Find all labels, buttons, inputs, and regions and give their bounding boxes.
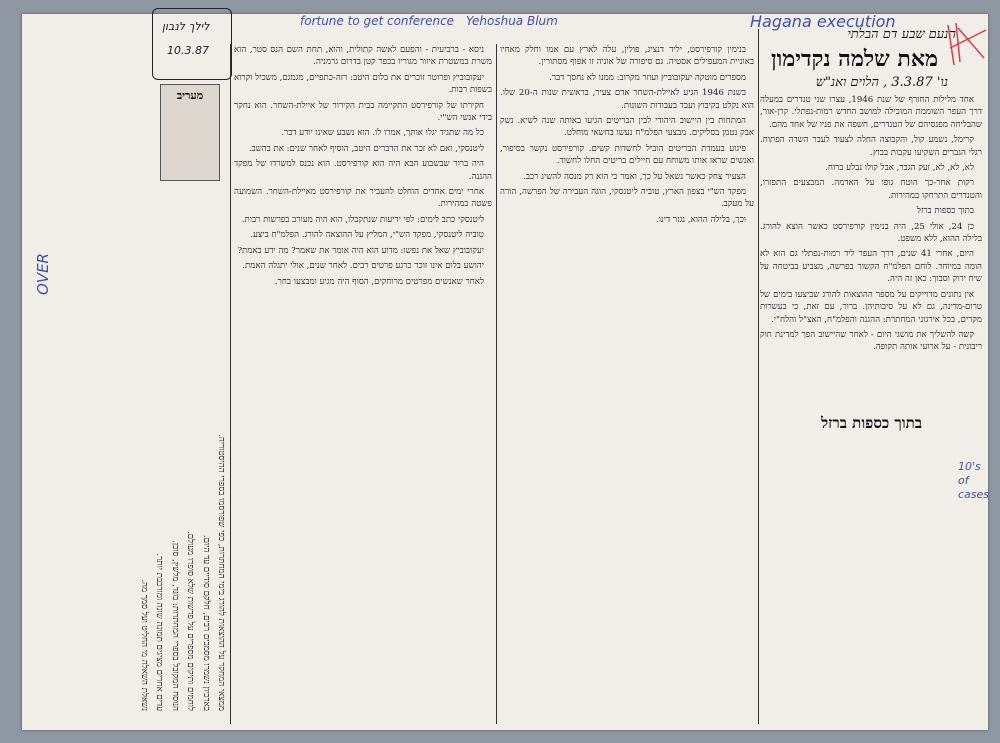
paragraph: חקירתו של קורפירסט התקיימה בבית הקירור של איילת-השחר. הוא נחקר בידי אנשי הש"י. [234,100,492,124]
paragraph: בשנת 1946 הגיע לאיילת-השחר אדם צעיר, בראשית שנות ה-20 שלו. הוא נקלט בקיבוץ ועבד בעבודות השונות. [500,88,754,111]
paragraph: קשה להשליך את מושגי היום - לאחר שהיישוב הפך למדינת חוק ריבונית - על ארועי אותה תקופה. [760,329,982,353]
paragraph: ליטנסקי כתב לימים: לפי ידיעות שנתקבלו, הוא היה מעורב בפרשות רבות. [241,214,484,225]
article-column-3 [234,44,492,724]
note-over: OVER [33,253,52,295]
paragraph: מפקד הש"י בצפון הארץ, טוביה ליטנסקי, הוגה העבירה של הפרשה, הורה על מעקב. [500,187,754,210]
paragraph: אחד מלילות החורף של שנת 1946, עצרו שני טנדרים במעלה דרך העפר השוממת המובילה למושב החדש רמות-נפתלי. קרן-אור, שהבליחה מפנסיהם של הטנדרים, חשפה את פניו של אחד מהם. [760,95,982,130]
paragraph: ליטנסקי, ואם לא זכר את הדברים היטב, הוסיף לאחר שנים: את בהשב. [248,143,484,154]
paragraph: בתוך כספות ברזל [916,206,974,217]
paragraph: ממצאי המחקר על ההוצאות להורג בימי המחתרות, כפי שפורסמו בספרי ההיסטוריה. [216,434,226,711]
paragraph: היה ברור שבשבוע הבא היה הוא קורפירסט. הוא נכנס למשרדו של מפקד ההגנה. [234,159,492,182]
paragraph: טוביה ליטנסקי, מפקד הש"י, המליץ על ההוצאה להורג. הפלמ"ח ביצע. [250,230,484,241]
paragraph: אחרי ימים אחדים הוחלט להעביר את קורפירסט מאיילת-השחר. השמועה פשטה במהירות. [234,187,492,210]
article-subheading: בתוך כספות ברזל [815,412,928,435]
paragraph: פיגוע בעמדת הבריטים הוביל לחשדות קשים. קורפירסט נקשר בסיפור, ואנשים שראו אותו משוחח עם חיילים בריטים החלו לחשוד. [500,143,754,167]
note-cases: 10's of cases [958,460,990,501]
column-divider [496,44,497,724]
note-name: Yehoshua Blum [466,14,558,28]
paragraph: וכך, בלילה ההוא, נגזר דינו. [656,214,746,225]
paragraph: רקות אחר-כך הוטח גופו על האדמה. המבצעים התפזרו, והטנדרים התרחקו במהירות. [760,178,982,201]
sidebar-title: מעריב [176,89,204,102]
paragraph: עדים אחרים מציגים תמונה שונה ומורכבת יותר. [154,553,165,711]
article-column-1 [760,94,982,724]
paragraph: אין נתונים מדוייקים על מספר ההוצאות להורג שביצעו בימים של טרום-מדינה, גם לא על סיבותיהן. ברור, עם זאת, כי בעשרות מקרים, בכל אירגוני המחתרת: ההגנה והפלמ"ח, האצ"ל והלח"י. [760,289,982,325]
hebrew-handwritten-note: הנעם שבע דם הבלתי [847,27,956,42]
paragraph: לאחר שאנשים מפרטים מרוחקים, הסוף היה מגיע ומבצעו בחר. [274,276,484,287]
paragraph: ניסא - ברביעית - והפעם לאשה קתולית, והוא, תחת השם הנס סטר, הוא משרת במשטרת איזור מגוריו בכפר קטן בדרום גרמניה. [234,45,492,68]
paragraph: יעקובוביץ שאל את נפשו: מדוע הוא היה אומר את שאמר? מה ידע באמת? [237,245,484,256]
hebrew-handwritten-date: נו' 3.3.87 , הלוים ואנ"ש [815,75,948,90]
note-execution: Hagana execution [750,12,896,31]
paragraph: היום, אחרי 41 שנים, דרך העפר ליד רמות-נפתלי גם הוא לא הומה במיוחד. לוחם הפלמ"ח הקשור בפרשה, מצביע בביטחה על שיח ירוק וסבוך: כאן זה היה. [760,249,982,285]
paragraph: יהושע בלום אינו זוכר כרגע פרטים רבים. לאחר שנים, אולי יתגלה האמת. [242,261,484,272]
paragraph: נשאלת השאלה מי החליט ועל סמך מה. [138,579,149,711]
column-divider [230,44,231,724]
article-column-2 [500,44,754,724]
article-headline: מאת שלמה נקדימון [770,46,938,72]
paragraph: מספרים מוטקה יעקובוביץ ועוזר מקרוב: ממנו לא נחסך דבר. [549,72,746,83]
paragraph: כן 24, אולי 25, היה בנימין קורפירסט כאשר הוצא להורג. בלילה ההוא, ללא משפט. [760,221,982,245]
rotated-column-section [52,189,227,719]
paragraph: בארכיון נשמרו מסמכים רבים, חלקם סודיים עד היום. [200,534,211,711]
paragraph: הנוסח המקובל בספרי המחתרות: בוגד, מלשין, סוכן. [169,540,180,711]
paragraph: לוחמים ותיקים מספרים על פרשות שלא סופרו מעולם. [185,530,196,711]
box-note: לילך לנבון [162,20,210,33]
note-conference: fortune to get conference [300,14,455,28]
paragraph: המתחות בין היישוב היהודי לבין הבריטים הגיעו באותה שנה לשיא. נשק אבק נטמן בסליקים. מבצעי הפלמ"ח נעשו בחשאי מוחלט. [500,116,754,139]
article-column-4 [52,189,227,719]
paragraph: לא, לא, לא, זעק הגבר, אבל קולו נבלע ברוח. [825,163,974,174]
paragraph: הצעיר צחק כאשר נשאל על כך, ואמר כי הוא רק מנסה להשיג רכב. [523,171,746,182]
newspaper-clipping [22,14,988,730]
column-divider [758,29,759,724]
paragraph: קרימל, נשמע קול, והקבוצה החלה לצעוד לעבר השדה הפתוח. רגלי הגברים השקיעו עקבות בבוץ. [760,135,982,158]
paragraph: יעקובוביץ ופרוטר זוכרים את בלום היטב: רזה-כתפיים, מגמגם, משכיל וקרוא בשפות רבות. [234,72,492,96]
paragraph: כל מה שתגיד יגלו אותך, אמרו לו. הוא נשבע שאינו יודע דבר. [281,128,484,139]
sidebar-box [160,84,220,181]
red-x-mark-icon [940,20,990,70]
paragraph: בנימין קורפירסט, יליד דנציג, פולין, עלה לארץ עם אמו וחלק מאחיו באוניית המעפילים אסטיה. גם סיפורה של אוניה זו אפוף מסתורין. [500,45,754,68]
box-date: 10.3.87 [167,44,209,57]
